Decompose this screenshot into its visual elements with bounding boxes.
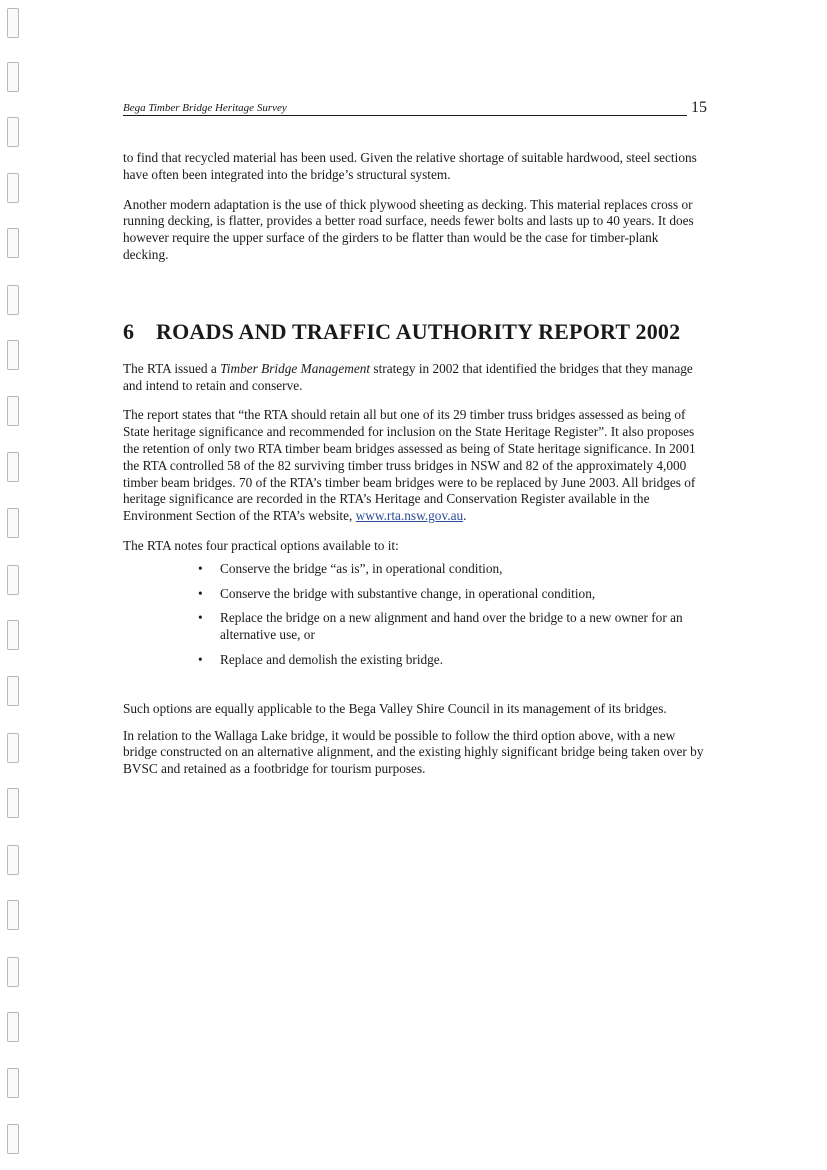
options-list — [123, 561, 707, 669]
binder-hole — [7, 565, 19, 595]
section-title: ROADS AND TRAFFIC AUTHORITY REPORT 2002 — [156, 318, 681, 344]
binder-hole — [7, 62, 19, 92]
binder-hole — [7, 1068, 19, 1098]
bullet-icon: • — [198, 651, 203, 667]
paragraph-rta-options-intro: The RTA notes four practical options available to it: — [123, 537, 399, 553]
list-item: • Conserve the bridge with substantive change, in operational condition, — [198, 585, 596, 601]
binder-hole — [7, 900, 19, 930]
list-item: • Conserve the bridge “as is”, in operational condition, — [198, 560, 503, 576]
strategy-title: Timber Bridge Management — [220, 360, 371, 376]
list-item: • Replace and demolish the existing bridge. — [198, 651, 444, 667]
binder-hole — [7, 228, 19, 258]
binder-hole — [7, 508, 19, 538]
binder-hole — [7, 1012, 19, 1042]
paragraph-wallaga-lake: In relation to the Wallaga Lake bridge, it would be possible to follow the third option above, with a new bridge constructed on an alternative alignment, and the existing highly significant bridge being taken over by BVSC and retained as a footbridge for tourism purposes. — [123, 727, 704, 777]
running-header — [123, 100, 707, 116]
binder-hole — [7, 620, 19, 650]
binder-hole — [7, 173, 19, 203]
binder-hole — [7, 676, 19, 706]
bullet-icon: • — [198, 610, 203, 626]
paragraph-rta-report: The report states that “the RTA should retain all but one of its 29 timber truss bridges assessed as being of State heritage significance and recommended for inclusion on the State Heritage Register”. It also proposes the retention of only two RTA timber beam bridges assessed as being of State heritage significance. In 2001 the RTA controlled 58 of the 82 surviving timber truss bridges in NSW and 82 of the approximately 4,000 timber beam bridges. 70 of the RTA’s timber beam bridges were to be replaced by June 2003. All bridges of heritage significance are recorded in the RTA’s Heritage and Conservation Register available in the Environment Section of the RTA’s website, www.rta.nsw.gov.au. — [123, 407, 696, 524]
binder-hole — [7, 8, 19, 38]
paragraph-rta-strategy: The RTA issued a Timber Bridge Management strategy in 2002 that identified the bridges that they manage and intend to retain and conserve. — [123, 360, 693, 393]
section-heading — [123, 319, 707, 345]
page-body — [123, 150, 707, 778]
binder-hole — [7, 845, 19, 875]
page-number: 15 — [691, 99, 707, 116]
binder-hole — [7, 1124, 19, 1154]
binder-hole — [7, 957, 19, 987]
binder-hole — [7, 396, 19, 426]
section-number: 6 — [123, 318, 135, 344]
binder-hole — [7, 340, 19, 370]
list-item: • Replace the bridge on a new alignment and hand over the bridge to a new owner for an alternative use, or — [198, 610, 683, 643]
binder-holes — [0, 0, 26, 1170]
paragraph-plywood-decking: Another modern adaptation is the use of thick plywood sheeting as decking. This material replaces cross or running decking, is flatter, provides a better road surface, needs fewer bolts and lasts up to 40 years. It does however require the upper surface of the girders to be flatter than would be the case for timber-plank decking. — [123, 196, 694, 262]
binder-hole — [7, 788, 19, 818]
bullet-icon: • — [198, 585, 203, 601]
header-title: Bega Timber Bridge Heritage Survey — [123, 102, 687, 116]
rta-website-link[interactable]: www.rta.nsw.gov.au — [355, 508, 464, 524]
paragraph-council-applicability: Such options are equally applicable to the Bega Valley Shire Council in its management of its bridges. — [123, 700, 667, 716]
binder-hole — [7, 452, 19, 482]
binder-hole — [7, 117, 19, 147]
binder-hole — [7, 285, 19, 315]
paragraph-recycled-material: to find that recycled material has been used. Given the relative shortage of suitable hardwood, steel sections have often been integrated into the bridge’s structural system. — [123, 150, 697, 182]
binder-hole — [7, 733, 19, 763]
bullet-icon: • — [198, 560, 203, 576]
